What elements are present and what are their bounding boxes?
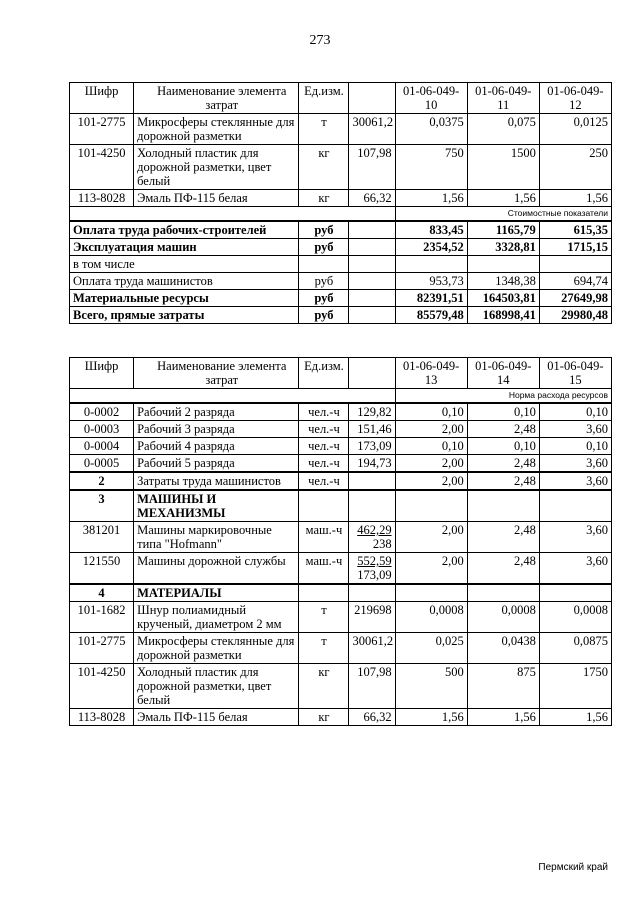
resource-table-13-15	[69, 357, 612, 726]
price-cell	[349, 256, 395, 273]
page-number: 273	[309, 33, 331, 48]
unit-cell: чел.-ч	[299, 421, 349, 438]
unit-cell: т	[299, 602, 349, 633]
unit-cell: т	[299, 114, 349, 145]
value-cell: 0,0438	[467, 633, 539, 664]
value-cell: 0,025	[395, 633, 467, 664]
header-col-10: 01-06-049-10	[395, 83, 467, 114]
value-cell: 0,10	[467, 403, 539, 421]
value-cell: 3,60	[539, 472, 611, 490]
value-cell: 0,0008	[395, 602, 467, 633]
value-cell: 1,56	[539, 190, 611, 207]
price-cell	[349, 584, 395, 602]
value-cell: 0,10	[395, 438, 467, 455]
price-cell: 30061,2	[349, 114, 395, 145]
operator-labor-rows	[70, 472, 612, 490]
value-cell: 750	[395, 145, 467, 190]
code-cell: 121550	[70, 553, 134, 585]
price-bottom: 238	[372, 537, 392, 551]
unit-cell: чел.-ч	[299, 438, 349, 455]
header-unit: Ед.изм.	[299, 83, 349, 114]
table-row	[70, 190, 612, 207]
name-cell: Эмаль ПФ-115 белая	[134, 709, 299, 726]
table-row	[70, 602, 612, 633]
value-cell: 2,00	[395, 553, 467, 585]
table-row	[70, 472, 612, 490]
summary-row	[70, 221, 612, 239]
unit-cell: т	[299, 633, 349, 664]
value-cell: 2,48	[467, 472, 539, 490]
value-cell: 82391,51	[395, 290, 467, 307]
price-cell	[349, 221, 395, 239]
header-price	[349, 83, 395, 114]
value-cell: 0,075	[467, 114, 539, 145]
unit-cell: чел.-ч	[299, 403, 349, 421]
value-cell: 1,56	[467, 709, 539, 726]
value-cell: 2,00	[395, 522, 467, 553]
price-cell	[349, 290, 395, 307]
name-cell: Холодный пластик для дорожной разметки, цвет белый	[134, 664, 299, 709]
value-cell	[467, 490, 539, 522]
name-cell: Микросферы стеклянные для дорожной разметки	[134, 114, 299, 145]
table-row	[70, 664, 612, 709]
header-col-15: 01-06-049-15	[539, 358, 611, 389]
table-row	[70, 553, 612, 585]
value-cell: 2354,52	[395, 239, 467, 256]
value-cell	[395, 490, 467, 522]
table-row	[70, 421, 612, 438]
table-row	[70, 455, 612, 473]
value-cell: 0,10	[539, 438, 611, 455]
unit-cell: руб	[299, 307, 349, 324]
unit-cell: руб	[299, 290, 349, 307]
unit-cell: маш.-ч	[299, 553, 349, 585]
value-cell	[539, 584, 611, 602]
value-cell: 2,48	[467, 553, 539, 585]
value-cell	[539, 490, 611, 522]
code-cell: 101-2775	[70, 633, 134, 664]
unit-cell: кг	[299, 190, 349, 207]
value-cell	[467, 584, 539, 602]
name-cell: Машины маркировочные типа "Hofmann"	[134, 522, 299, 553]
name-cell: Рабочий 4 разряда	[134, 438, 299, 455]
name-cell: Микросферы стеклянные для дорожной разметки	[134, 633, 299, 664]
resource-norm-caption: Норма расхода ресурсов	[395, 389, 611, 404]
code-cell: 0-0005	[70, 455, 134, 473]
value-cell: 1,56	[395, 709, 467, 726]
header-col-14: 01-06-049-14	[467, 358, 539, 389]
material-rows	[70, 114, 612, 207]
code-cell: 3	[70, 490, 134, 522]
value-cell: 2,00	[395, 472, 467, 490]
value-cell: 0,0125	[539, 114, 611, 145]
summary-rows	[70, 221, 612, 324]
summary-name: Оплата труда рабочих-строителей	[70, 221, 299, 239]
value-cell: 2,48	[467, 522, 539, 553]
price-cell: 194,73	[349, 455, 395, 473]
summary-row	[70, 239, 612, 256]
value-cell: 164503,81	[467, 290, 539, 307]
summary-name: Материальные ресурсы	[70, 290, 299, 307]
price-cell	[349, 553, 395, 585]
code-cell: 101-4250	[70, 664, 134, 709]
code-cell: 101-1682	[70, 602, 134, 633]
summary-name: в том числе	[70, 256, 299, 273]
name-cell: Рабочий 5 разряда	[134, 455, 299, 473]
code-cell: 101-2775	[70, 114, 134, 145]
value-cell: 0,10	[467, 438, 539, 455]
header-code: Шифр	[70, 358, 134, 389]
unit-cell: кг	[299, 664, 349, 709]
code-cell: 381201	[70, 522, 134, 553]
name-cell: МАШИНЫ И МЕХАНИЗМЫ	[134, 490, 299, 522]
name-cell: Рабочий 3 разряда	[134, 421, 299, 438]
header-col-12: 01-06-049-12	[539, 83, 611, 114]
unit-cell: руб	[299, 239, 349, 256]
value-cell	[395, 256, 467, 273]
value-cell: 0,0875	[539, 633, 611, 664]
value-cell: 27649,98	[539, 290, 611, 307]
code-cell: 4	[70, 584, 134, 602]
price-top: 462,29	[357, 523, 392, 537]
price-cell	[349, 522, 395, 553]
code-cell: 113-8028	[70, 190, 134, 207]
name-cell: Машины дорожной службы	[134, 553, 299, 585]
value-cell: 1,56	[467, 190, 539, 207]
table-row	[70, 709, 612, 726]
header-name: Наименование элемента затрат	[134, 83, 299, 114]
unit-cell: руб	[299, 221, 349, 239]
table-row	[70, 490, 612, 522]
value-cell: 3,60	[539, 455, 611, 473]
name-cell: Эмаль ПФ-115 белая	[134, 190, 299, 207]
labor-rows	[70, 403, 612, 472]
header-price	[349, 358, 395, 389]
value-cell: 2,00	[395, 421, 467, 438]
caption-row	[70, 207, 612, 222]
value-cell: 0,10	[395, 403, 467, 421]
value-cell: 875	[467, 664, 539, 709]
value-cell: 1165,79	[467, 221, 539, 239]
name-cell: МАТЕРИАЛЫ	[134, 584, 299, 602]
summary-name: Эксплуатация машин	[70, 239, 299, 256]
table-header-row	[70, 83, 612, 114]
price-cell: 30061,2	[349, 633, 395, 664]
value-cell: 250	[539, 145, 611, 190]
price-cell: 129,82	[349, 403, 395, 421]
unit-cell: чел.-ч	[299, 472, 349, 490]
summary-row	[70, 290, 612, 307]
value-cell: 168998,41	[467, 307, 539, 324]
value-cell	[395, 584, 467, 602]
unit-cell: кг	[299, 145, 349, 190]
value-cell: 2,48	[467, 421, 539, 438]
name-cell: Холодный пластик для дорожной разметки, цвет белый	[134, 145, 299, 190]
value-cell: 694,74	[539, 273, 611, 290]
value-cell: 3,60	[539, 421, 611, 438]
price-cell: 219698	[349, 602, 395, 633]
machines-rows	[70, 490, 612, 584]
value-cell: 615,35	[539, 221, 611, 239]
value-cell: 2,00	[395, 455, 467, 473]
table-row	[70, 438, 612, 455]
header-code: Шифр	[70, 83, 134, 114]
price-cell: 66,32	[349, 709, 395, 726]
value-cell: 29980,48	[539, 307, 611, 324]
summary-row	[70, 273, 612, 290]
code-cell: 113-8028	[70, 709, 134, 726]
summary-name: Оплата труда машинистов	[70, 273, 299, 290]
value-cell: 85579,48	[395, 307, 467, 324]
value-cell	[467, 256, 539, 273]
price-cell	[349, 472, 395, 490]
value-cell: 0,10	[539, 403, 611, 421]
value-cell: 3328,81	[467, 239, 539, 256]
price-cell: 173,09	[349, 438, 395, 455]
table-header-row	[70, 358, 612, 389]
value-cell: 1715,15	[539, 239, 611, 256]
cost-table-10-12	[69, 82, 612, 324]
summary-row	[70, 307, 612, 324]
price-top: 552,59	[357, 554, 392, 568]
name-cell: Шнур полиамидный крученый, диаметром 2 мм	[134, 602, 299, 633]
value-cell: 0,0375	[395, 114, 467, 145]
value-cell: 0,0008	[467, 602, 539, 633]
code-cell: 0-0003	[70, 421, 134, 438]
code-cell: 2	[70, 472, 134, 490]
name-cell: Рабочий 2 разряда	[134, 403, 299, 421]
value-cell: 3,60	[539, 522, 611, 553]
name-cell: Затраты труда машинистов	[134, 472, 299, 490]
header-unit: Ед.изм.	[299, 358, 349, 389]
code-cell: 0-0002	[70, 403, 134, 421]
price-cell	[349, 307, 395, 324]
table-row	[70, 584, 612, 602]
value-cell: 1348,38	[467, 273, 539, 290]
cost-indicators-caption: Стоимостные показатели	[395, 207, 611, 222]
unit-cell: чел.-ч	[299, 455, 349, 473]
price-cell	[349, 490, 395, 522]
value-cell: 2,48	[467, 455, 539, 473]
unit-cell: руб	[299, 273, 349, 290]
unit-cell: маш.-ч	[299, 522, 349, 553]
value-cell: 1500	[467, 145, 539, 190]
caption-row	[70, 389, 612, 404]
value-cell: 3,60	[539, 553, 611, 585]
header-col-11: 01-06-049-11	[467, 83, 539, 114]
unit-cell	[299, 256, 349, 273]
price-cell	[349, 273, 395, 290]
price-bottom: 173,09	[357, 568, 392, 582]
unit-cell: кг	[299, 709, 349, 726]
price-cell	[349, 239, 395, 256]
price-cell: 66,32	[349, 190, 395, 207]
unit-cell	[299, 490, 349, 522]
header-name: Наименование элемента затрат	[134, 358, 299, 389]
value-cell	[539, 256, 611, 273]
table-row	[70, 114, 612, 145]
unit-cell	[299, 584, 349, 602]
table-row	[70, 403, 612, 421]
value-cell: 833,45	[395, 221, 467, 239]
value-cell: 953,73	[395, 273, 467, 290]
summary-row	[70, 256, 612, 273]
value-cell: 1,56	[395, 190, 467, 207]
summary-name: Всего, прямые затраты	[70, 307, 299, 324]
value-cell: 1,56	[539, 709, 611, 726]
value-cell: 1750	[539, 664, 611, 709]
code-cell: 101-4250	[70, 145, 134, 190]
price-cell: 107,98	[349, 145, 395, 190]
table-row	[70, 522, 612, 553]
value-cell: 0,0008	[539, 602, 611, 633]
footer-region: Пермский край	[538, 862, 608, 873]
materials-rows	[70, 584, 612, 726]
header-col-13: 01-06-049-13	[395, 358, 467, 389]
value-cell: 500	[395, 664, 467, 709]
price-cell: 107,98	[349, 664, 395, 709]
table-row	[70, 633, 612, 664]
table-row	[70, 145, 612, 190]
code-cell: 0-0004	[70, 438, 134, 455]
price-cell: 151,46	[349, 421, 395, 438]
